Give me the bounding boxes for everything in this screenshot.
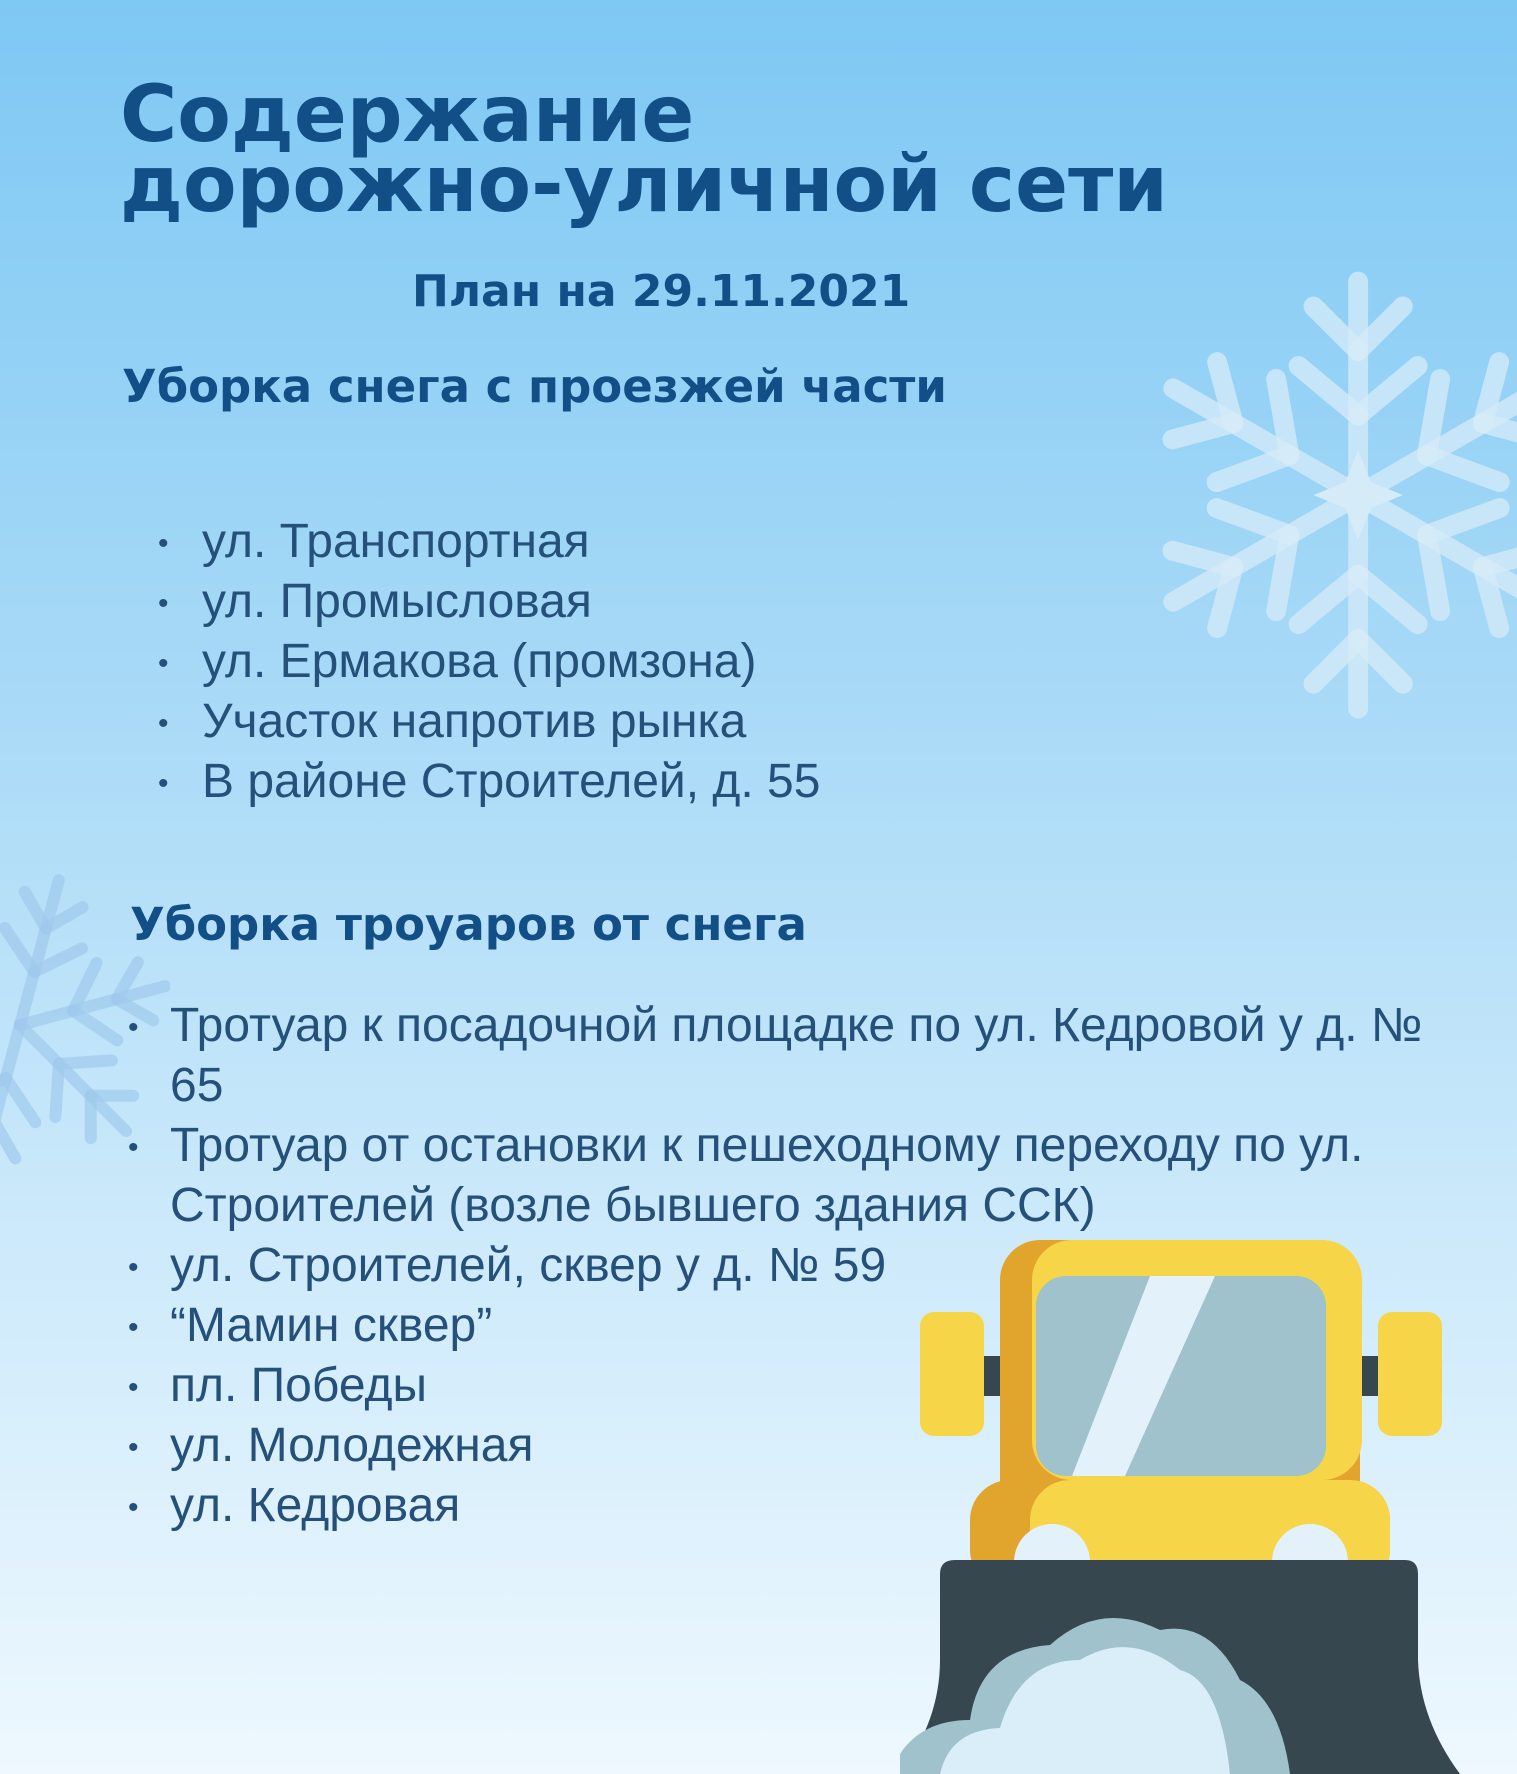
page-title — [120, 70, 1168, 230]
title-line-1: Содержание — [120, 70, 695, 160]
list-item: • ул. Молодежная — [170, 1416, 1460, 1476]
list-item: • ул. Кедровая — [170, 1476, 1460, 1536]
plan-date-subtitle: План на 29.11.2021 — [412, 266, 911, 317]
list-item: • Тротуар от остановки к пешеходному переходу по ул. Строителей (возле бывшего здания ССК) — [170, 1116, 1460, 1236]
list-item: • ул. Строителей, сквер у д. № 59 — [170, 1236, 1460, 1296]
snowflake-icon — [1100, 270, 1517, 740]
roadway-list — [202, 512, 820, 812]
title-line-2: дорожно-уличной сети — [120, 140, 1168, 230]
list-item: • пл. Победы — [170, 1356, 1460, 1416]
list-item: • ул. Транспортная — [202, 512, 820, 572]
list-item: • В районе Строителей, д. 55 — [202, 752, 820, 812]
snowplow-icon — [900, 1240, 1460, 1774]
list-item: • Участок напротив рынка — [202, 692, 820, 752]
section-heading-roadway: Уборка снега с проезжей части — [122, 360, 947, 413]
section-heading-sidewalks: Уборка троуаров от снега — [130, 898, 807, 951]
list-item: • Тротуар к посадочной площадке по ул. Кедровой у д. № 65 — [170, 996, 1460, 1116]
list-item: • “Мамин сквер” — [170, 1296, 1460, 1356]
list-item: • ул. Промысловая — [202, 572, 820, 632]
list-item: • ул. Ермакова (промзона) — [202, 632, 820, 692]
